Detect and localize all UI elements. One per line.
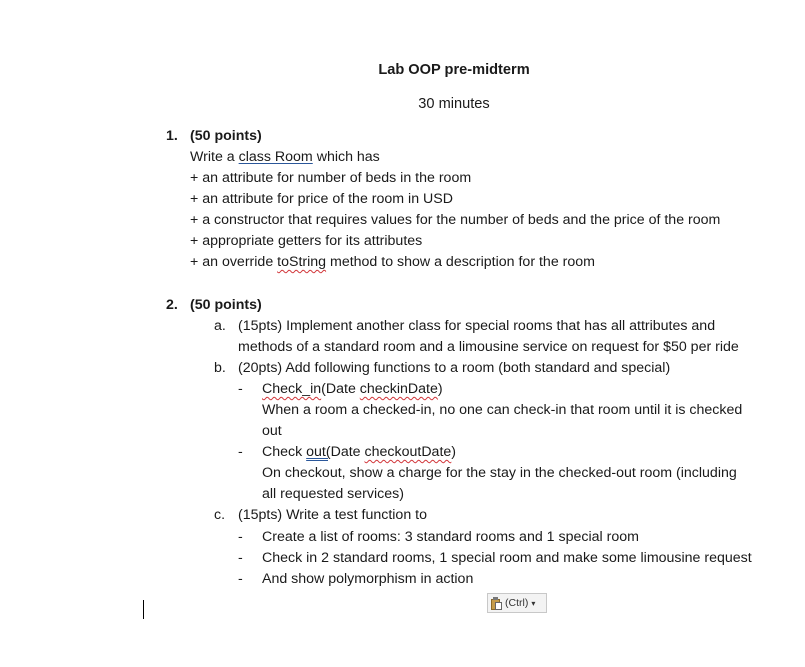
bullet-dash: -	[238, 550, 243, 566]
checkin-arg: checkinDate	[359, 381, 438, 397]
text-cursor	[143, 600, 144, 619]
q2-points: (50 points)	[190, 297, 262, 313]
q2c-item: And show polymorphism in action	[262, 571, 474, 587]
q1-item-tostring: + an override toString method to show a description for the room	[190, 254, 595, 270]
q2b-label: b.	[214, 360, 226, 376]
checkin-desc2: out	[262, 423, 282, 439]
tostring-word: toString	[277, 254, 327, 270]
q2c-item: Check in 2 standard rooms, 1 special room and make some limousine request	[262, 550, 752, 566]
q1-item: + a constructor that requires values for the number of beds and the price of the room	[190, 212, 721, 228]
q1-item: + an attribute for price of the room in USD	[190, 191, 453, 207]
q2a-line1: (15pts) Implement another class for special rooms that has all attributes and	[238, 318, 716, 334]
q1-points: (50 points)	[190, 128, 262, 144]
q2c-line1: (15pts) Write a test function to	[238, 507, 427, 523]
paste-options-label: (Ctrl)	[505, 597, 529, 609]
checkout-desc2: all requested services)	[262, 486, 404, 502]
q2a-label: a.	[214, 318, 226, 334]
q2b-line1: (20pts) Add following functions to a room (both standard and special)	[238, 360, 671, 376]
q1-intro: Write a class Room which has	[190, 149, 380, 165]
checkin-desc1: When a room a checked-in, no one can check-in that room until it is checked	[262, 402, 743, 418]
checkin-fn: Check_in	[262, 381, 322, 397]
checkin-signature: Check_in(Date checkinDate)	[262, 381, 443, 397]
q2c-label: c.	[214, 507, 226, 523]
document-title: Lab OOP pre-midterm	[378, 62, 530, 78]
q1-number: 1.	[166, 128, 178, 144]
checkout-signature: Check out(Date checkoutDate)	[262, 444, 457, 460]
clipboard-icon	[491, 597, 503, 610]
paste-options-button[interactable]	[487, 593, 547, 613]
document-subtitle: 30 minutes	[418, 96, 490, 112]
checkout-fn: out(	[306, 444, 331, 460]
class-room-text: class Room	[238, 149, 313, 165]
checkout-desc1: On checkout, show a charge for the stay in the checked-out room (including	[262, 465, 737, 481]
bullet-dash: -	[238, 381, 243, 397]
checkout-arg: checkoutDate	[364, 444, 452, 460]
q2a-line2: methods of a standard room and a limousine service on request for $50 per ride	[238, 339, 739, 355]
bullet-dash: -	[238, 444, 243, 460]
q2c-item: Create a list of rooms: 3 standard rooms and 1 special room	[262, 529, 639, 545]
q2-number: 2.	[166, 297, 178, 313]
bullet-dash: -	[238, 529, 243, 545]
q1-item: + appropriate getters for its attributes	[190, 233, 423, 249]
bullet-dash: -	[238, 571, 243, 587]
q1-item: + an attribute for number of beds in the room	[190, 170, 472, 186]
chevron-down-icon: ▾	[531, 598, 536, 608]
